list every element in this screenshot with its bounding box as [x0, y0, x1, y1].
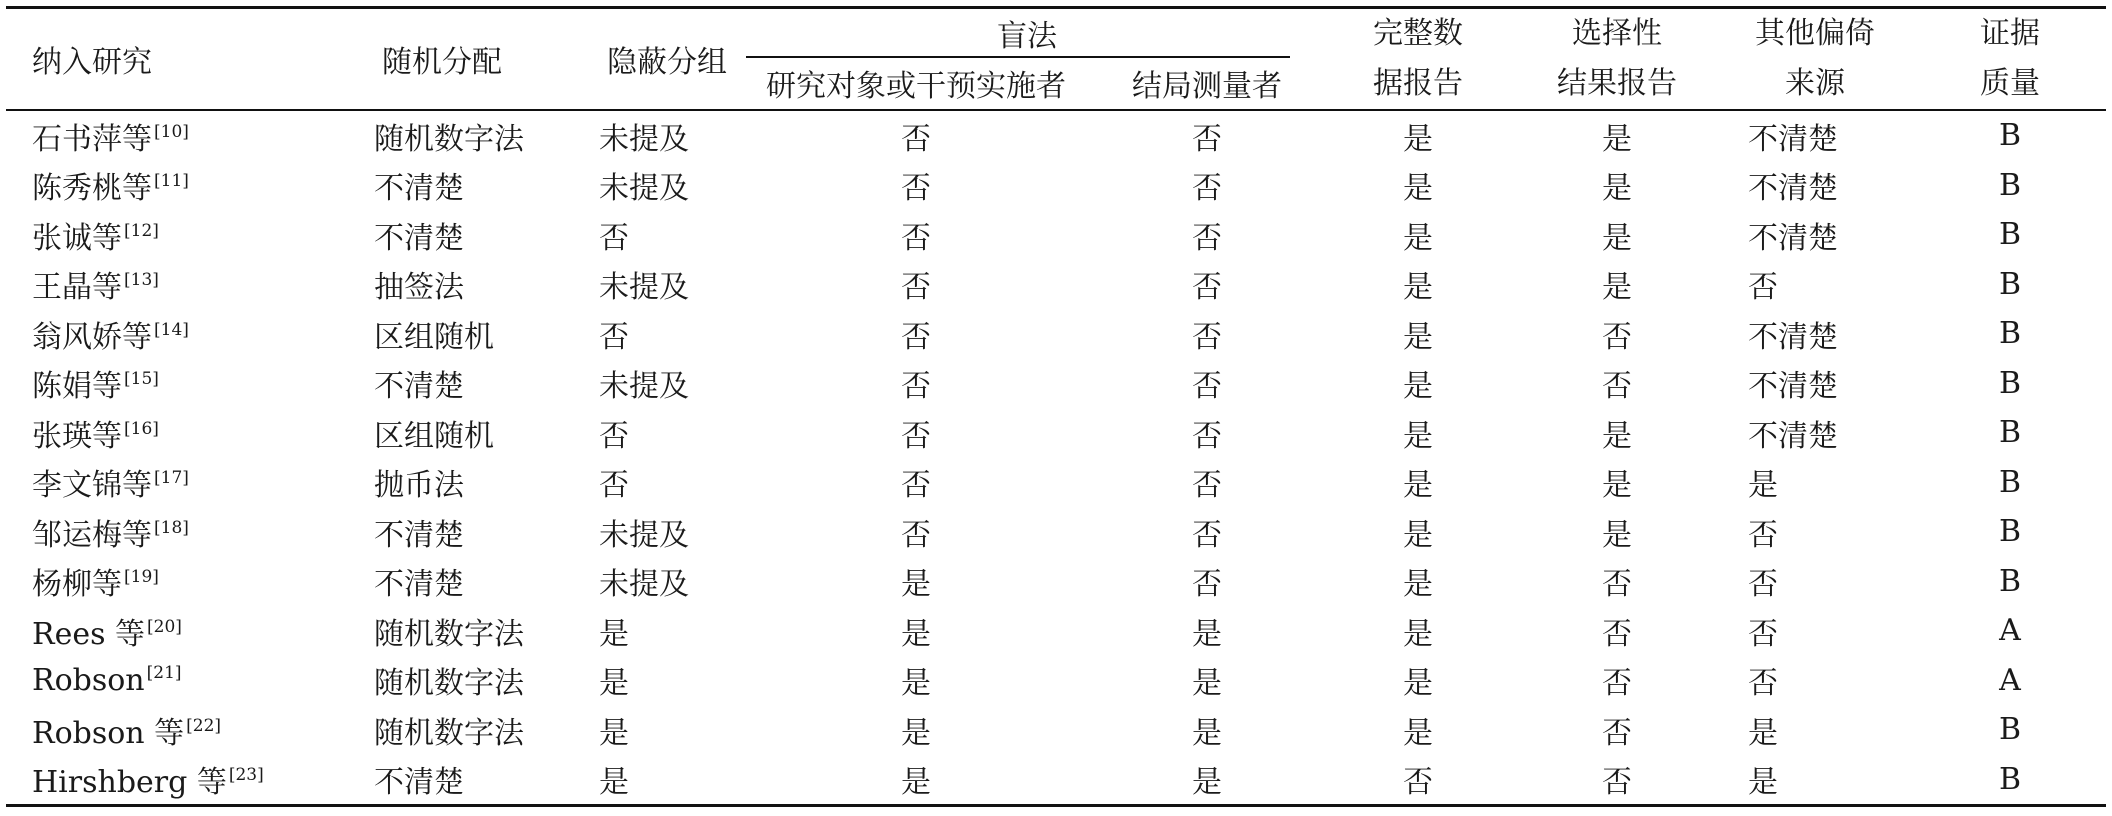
- cell-other: 不清楚: [1748, 171, 1838, 207]
- table-row: [6, 359, 2106, 409]
- cell-study: [6, 656, 356, 706]
- cell-study: [6, 260, 356, 310]
- cell-blind-participants: 否: [901, 468, 931, 504]
- header-blind-assessors: 结局测量者: [1096, 58, 1318, 110]
- cell-random: 不清楚: [374, 567, 464, 603]
- cell-study: [6, 755, 356, 806]
- table-row: [6, 507, 2106, 557]
- cell-complete: 是: [1403, 220, 1433, 256]
- citation-ref: [16]: [124, 418, 159, 439]
- cell-quality: B: [1998, 266, 2022, 302]
- cell-study: [6, 408, 356, 458]
- table-row: [6, 260, 2106, 310]
- table-body: [6, 110, 2106, 806]
- citation-ref: [22]: [186, 715, 222, 736]
- table-row: [6, 110, 2106, 161]
- cell-selective: 否: [1602, 616, 1632, 652]
- cell-selective: 是: [1602, 171, 1632, 207]
- cell-study: [6, 359, 356, 409]
- cell-conceal: 未提及: [599, 121, 689, 157]
- cell-blind-assessors: 否: [1192, 567, 1222, 603]
- table-row: [6, 309, 2106, 359]
- cell-conceal: 未提及: [599, 270, 689, 306]
- cell-quality: B: [1998, 415, 2022, 451]
- study-name: 王晶等: [32, 270, 122, 306]
- header-complete: [1318, 8, 1518, 111]
- cell-complete: 是: [1403, 319, 1433, 355]
- cell-other: 不清楚: [1748, 319, 1838, 355]
- study-name: 石书萍等: [32, 121, 152, 157]
- header-other-line1: 其他偏倚: [1755, 16, 1875, 51]
- header-blind-participants: 研究对象或干预实施者: [736, 58, 1096, 110]
- cell-quality: B: [1998, 316, 2022, 352]
- cell-conceal: 未提及: [599, 517, 689, 553]
- cell-random: 不清楚: [374, 517, 464, 553]
- cell-random: 抽签法: [374, 270, 464, 306]
- cell-conceal: 是: [599, 616, 629, 652]
- cell-random: 不清楚: [356, 755, 581, 806]
- cell-blind-assessors: 否: [1192, 517, 1222, 553]
- header-complete-line1: 完整数: [1373, 16, 1463, 51]
- cell-conceal: 是: [599, 666, 629, 702]
- table-row: [6, 210, 2106, 260]
- cell-conceal: 否: [599, 418, 629, 454]
- cell-blind-participants: 否: [901, 220, 931, 256]
- cell-study: [6, 309, 356, 359]
- header-random: 随机分配: [356, 8, 581, 111]
- cell-conceal: 否: [599, 468, 629, 504]
- cell-blind-participants: 是: [736, 755, 1096, 806]
- cell-blind-assessors: 是: [1192, 666, 1222, 702]
- cell-quality: A: [1999, 662, 2021, 698]
- cell-other: 不清楚: [1748, 220, 1838, 256]
- cell-blind-assessors: 是: [1192, 715, 1222, 751]
- cell-study: [6, 606, 356, 656]
- study-name: Robson: [32, 662, 145, 698]
- citation-ref: [14]: [154, 319, 189, 340]
- cell-selective: 是: [1602, 517, 1632, 553]
- cell-blind-assessors: 否: [1192, 319, 1222, 355]
- cell-blind-assessors: 否: [1192, 121, 1222, 157]
- cell-blind-assessors: 是: [1192, 616, 1222, 652]
- study-name: 陈秀桃等: [32, 171, 152, 207]
- cell-other: 否: [1748, 666, 1778, 702]
- cell-random: 不清楚: [374, 220, 464, 256]
- table-row: [6, 656, 2106, 706]
- cell-study: [6, 557, 356, 607]
- cell-random: 随机数字法: [374, 666, 524, 702]
- cell-selective: 否: [1602, 319, 1632, 355]
- cell-selective: 是: [1602, 121, 1632, 157]
- cell-other: 不清楚: [1748, 121, 1838, 157]
- citation-ref: [19]: [124, 567, 159, 588]
- cell-quality: A: [1999, 613, 2021, 649]
- header-selective: [1518, 8, 1716, 111]
- cell-blind-participants: 是: [901, 715, 931, 751]
- cell-other: 是: [1748, 715, 1778, 751]
- citation-ref: [21]: [146, 662, 182, 683]
- table-row: [6, 458, 2106, 508]
- cell-random: 区组随机: [374, 418, 494, 454]
- study-name: Rees 等: [32, 616, 146, 652]
- header-blinding-label: 盲法: [997, 19, 1057, 55]
- cell-study: [6, 458, 356, 508]
- cell-blind-assessors: 否: [1192, 468, 1222, 504]
- header-quality-line2: 质量: [1980, 66, 2040, 101]
- cell-other: 是: [1748, 468, 1778, 504]
- cell-complete: 是: [1403, 369, 1433, 405]
- cell-conceal: 是: [581, 755, 736, 806]
- cell-blind-participants: 否: [901, 418, 931, 454]
- cell-blind-participants: 否: [901, 517, 931, 553]
- cell-selective: 是: [1602, 418, 1632, 454]
- cell-complete: 是: [1403, 616, 1433, 652]
- study-name: 李文锦等: [32, 468, 152, 504]
- document-page: [6, 6, 2106, 810]
- cell-blind-participants: 是: [901, 567, 931, 603]
- study-name: 张瑛等: [32, 418, 122, 454]
- table-header: [6, 8, 2106, 111]
- cell-blind-participants: 是: [901, 666, 931, 702]
- cell-selective: 否: [1602, 567, 1632, 603]
- cell-conceal: 否: [599, 319, 629, 355]
- study-name: Robson 等: [32, 715, 185, 751]
- cell-quality: B: [1998, 167, 2022, 203]
- cell-quality: B: [1998, 514, 2022, 550]
- cell-conceal: 否: [599, 220, 629, 256]
- cell-conceal: 未提及: [599, 171, 689, 207]
- cell-blind-assessors: 否: [1192, 220, 1222, 256]
- cell-blind-assessors: 是: [1096, 755, 1318, 806]
- cell-blind-assessors: 否: [1192, 369, 1222, 405]
- table-row: [6, 606, 2106, 656]
- citation-ref: [17]: [154, 468, 189, 489]
- cell-random: 区组随机: [374, 319, 494, 355]
- cell-other: 否: [1748, 616, 1778, 652]
- cell-study: [6, 110, 356, 161]
- cell-study: [6, 210, 356, 260]
- table-row: [6, 705, 2106, 755]
- cell-random: 随机数字法: [374, 121, 524, 157]
- cell-other: 否: [1748, 567, 1778, 603]
- cell-quality: B: [1998, 365, 2022, 401]
- cell-study: [6, 705, 356, 755]
- cell-selective: 否: [1518, 755, 1716, 806]
- table-row: [6, 557, 2106, 607]
- blinding-divider: [746, 56, 1290, 58]
- cell-random: 不清楚: [374, 369, 464, 405]
- study-name: 邹运梅等: [32, 517, 152, 553]
- cell-random: 不清楚: [374, 171, 464, 207]
- citation-ref: [15]: [124, 369, 159, 390]
- cell-complete: 是: [1403, 270, 1433, 306]
- citation-ref: [23]: [228, 765, 264, 786]
- cell-other: 否: [1748, 270, 1778, 306]
- cell-blind-participants: 否: [901, 319, 931, 355]
- cell-complete: 是: [1403, 517, 1433, 553]
- risk-of-bias-table: [6, 6, 2106, 807]
- cell-complete: 是: [1403, 171, 1433, 207]
- cell-conceal: 是: [599, 715, 629, 751]
- header-conceal: 隐蔽分组: [581, 8, 736, 111]
- cell-complete: 是: [1403, 121, 1433, 157]
- cell-quality: B: [1914, 755, 2106, 806]
- header-quality: [1914, 8, 2106, 111]
- header-other: [1716, 8, 1914, 111]
- cell-other: 是: [1716, 755, 1914, 806]
- cell-selective: 是: [1602, 468, 1632, 504]
- cell-quality: B: [1998, 712, 2022, 748]
- cell-conceal: 未提及: [599, 567, 689, 603]
- header-study: 纳入研究: [6, 8, 356, 111]
- citation-ref: [18]: [154, 517, 189, 538]
- cell-study: [6, 161, 356, 211]
- cell-blind-participants: 否: [901, 171, 931, 207]
- cell-blind-participants: 否: [901, 121, 931, 157]
- cell-selective: 是: [1602, 220, 1632, 256]
- cell-random: 抛币法: [374, 468, 464, 504]
- citation-ref: [13]: [124, 270, 159, 291]
- header-blinding: [736, 8, 1318, 58]
- cell-complete: 是: [1403, 666, 1433, 702]
- study-name: 翁风娇等: [32, 319, 152, 355]
- header-quality-line1: 证据: [1980, 16, 2040, 51]
- cell-study: [6, 507, 356, 557]
- cell-quality: B: [1998, 464, 2022, 500]
- cell-complete: 否: [1318, 755, 1518, 806]
- citation-ref: [11]: [154, 171, 189, 192]
- cell-other: 不清楚: [1748, 369, 1838, 405]
- citation-ref: [12]: [124, 220, 159, 241]
- cell-complete: 是: [1403, 715, 1433, 751]
- header-complete-line2: 据报告: [1373, 66, 1463, 101]
- header-selective-line2: 结果报告: [1557, 66, 1677, 101]
- table-row: [6, 755, 2106, 806]
- study-name: 杨柳等: [32, 567, 122, 603]
- cell-selective: 否: [1602, 715, 1632, 751]
- study-name: 张诚等: [32, 220, 122, 256]
- table-row: [6, 408, 2106, 458]
- study-name: Hirshberg 等: [32, 765, 227, 801]
- cell-selective: 是: [1602, 270, 1632, 306]
- cell-blind-participants: 是: [901, 616, 931, 652]
- cell-selective: 否: [1602, 666, 1632, 702]
- cell-selective: 否: [1602, 369, 1632, 405]
- cell-blind-assessors: 否: [1192, 270, 1222, 306]
- cell-quality: B: [1998, 217, 2022, 253]
- cell-other: 不清楚: [1748, 418, 1838, 454]
- cell-blind-assessors: 否: [1192, 171, 1222, 207]
- citation-ref: [10]: [154, 121, 189, 142]
- cell-blind-participants: 否: [901, 369, 931, 405]
- cell-complete: 是: [1403, 418, 1433, 454]
- table-row: [6, 161, 2106, 211]
- citation-ref: [20]: [147, 616, 182, 637]
- study-name: 陈娟等: [32, 369, 122, 405]
- cell-random: 随机数字法: [374, 616, 524, 652]
- cell-conceal: 未提及: [599, 369, 689, 405]
- cell-quality: B: [1998, 563, 2022, 599]
- header-other-line2: 来源: [1785, 66, 1845, 101]
- cell-other: 否: [1748, 517, 1778, 553]
- cell-quality: B: [1998, 118, 2022, 154]
- cell-complete: 是: [1403, 567, 1433, 603]
- cell-random: 随机数字法: [374, 715, 524, 751]
- cell-blind-participants: 否: [901, 270, 931, 306]
- cell-blind-assessors: 否: [1192, 418, 1222, 454]
- cell-complete: 是: [1403, 468, 1433, 504]
- header-selective-line1: 选择性: [1572, 16, 1662, 51]
